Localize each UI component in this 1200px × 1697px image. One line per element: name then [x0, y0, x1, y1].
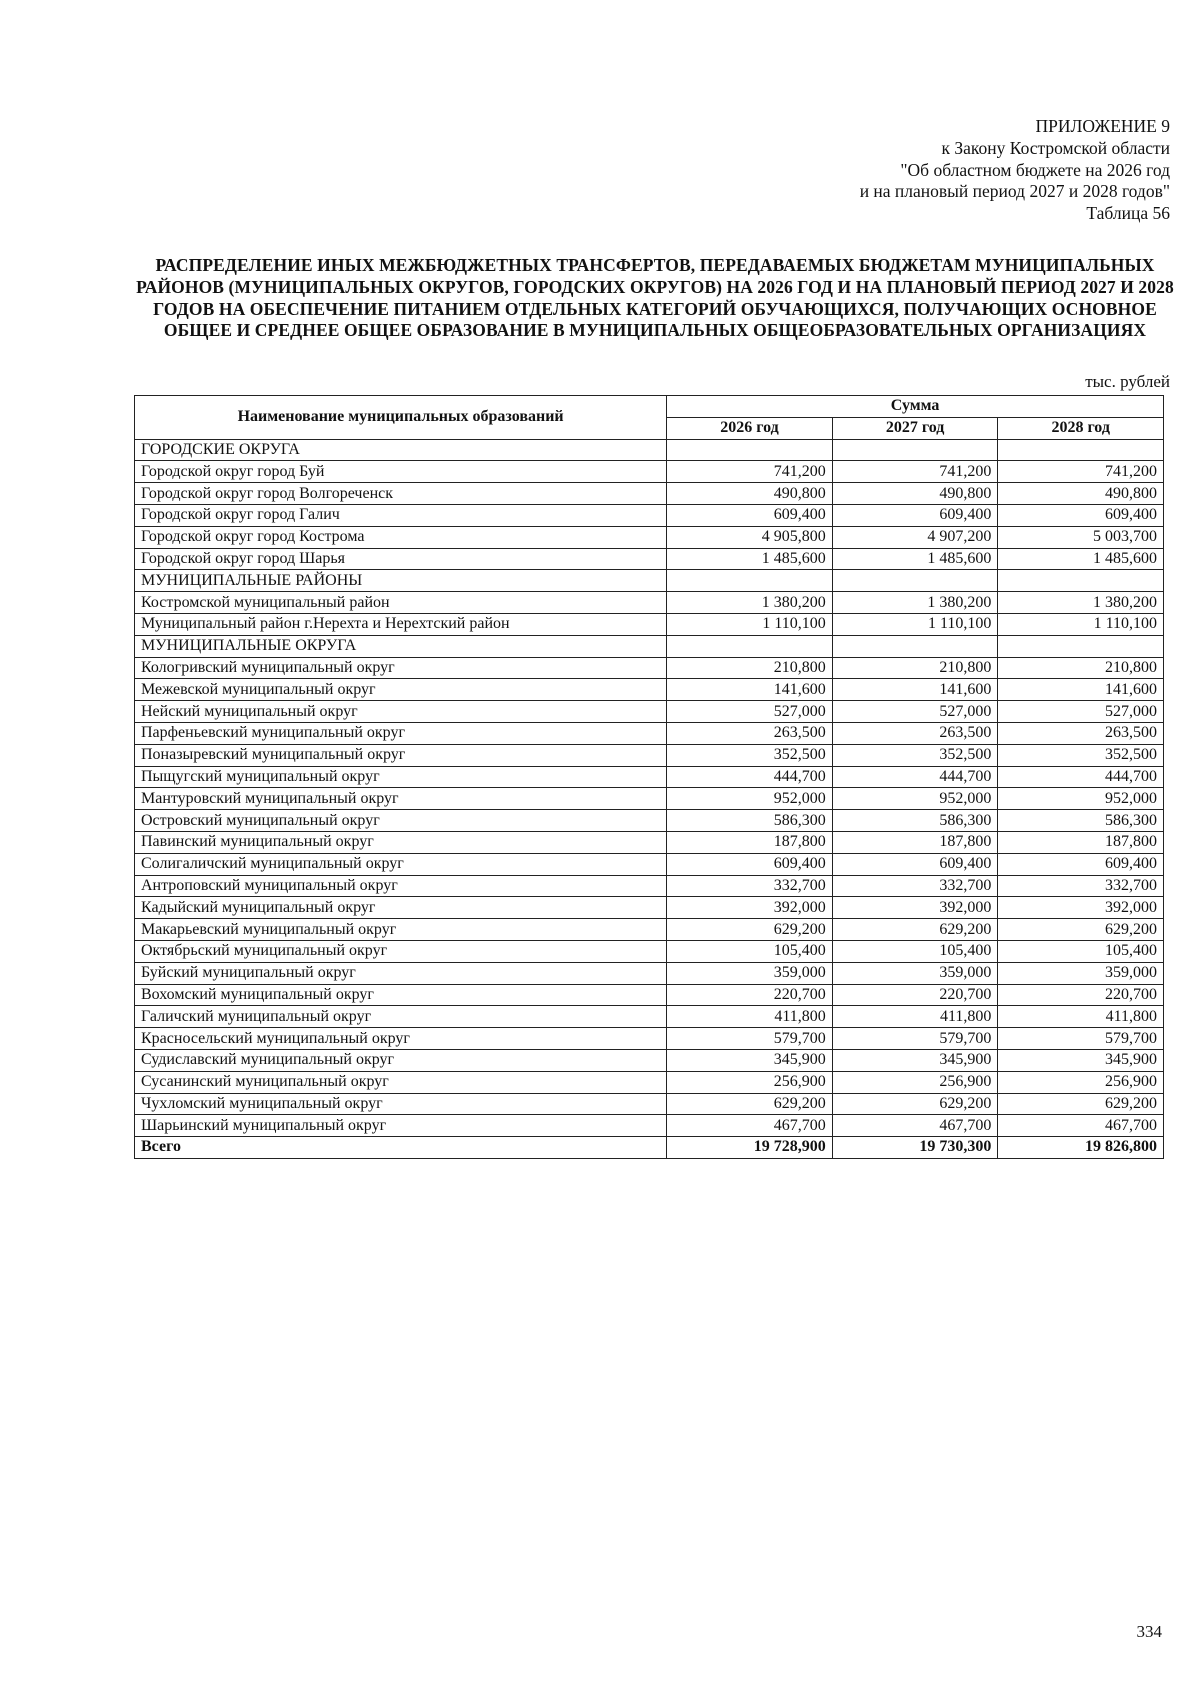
table-row: [135, 592, 1164, 614]
amount-cell-2026: 220,700: [667, 984, 833, 1006]
column-header-sum: Сумма: [667, 396, 1164, 418]
amount-cell-2028: 392,000: [998, 897, 1164, 919]
municipality-name: Городской округ город Шарья: [135, 548, 667, 570]
amount-cell-2026: 392,000: [667, 897, 833, 919]
municipality-name: Городской округ город Галич: [135, 504, 667, 526]
amount-cell-2026: 444,700: [667, 766, 833, 788]
amount-cell-2026: 1 380,200: [667, 592, 833, 614]
amount-cell-2026: 210,800: [667, 657, 833, 679]
amount-cell-2027: 586,300: [832, 810, 998, 832]
document-header: [670, 116, 1170, 225]
amount-cell-2028: 210,800: [998, 657, 1164, 679]
amount-cell-2027: 187,800: [832, 831, 998, 853]
amount-cell-2027: 609,400: [832, 504, 998, 526]
units-label: тыс. рублей: [1085, 372, 1170, 391]
section-name: МУНИЦИПАЛЬНЫЕ РАЙОНЫ: [135, 570, 667, 592]
table-row: [135, 483, 1164, 505]
amount-cell-2028: 411,800: [998, 1006, 1164, 1028]
amount-cell-2027: 490,800: [832, 483, 998, 505]
amount-cell-2027: 105,400: [832, 940, 998, 962]
amount-cell-2026: 345,900: [667, 1049, 833, 1071]
table-row: [135, 766, 1164, 788]
table-row: [135, 940, 1164, 962]
amount-cell-2028: 220,700: [998, 984, 1164, 1006]
amount-cell-2027: 210,800: [832, 657, 998, 679]
municipality-name: Солигаличский муниципальный округ: [135, 853, 667, 875]
amount-cell-2027: 1 110,100: [832, 613, 998, 635]
amount-cell-2027: 352,500: [832, 744, 998, 766]
municipality-name: Городской округ город Буй: [135, 461, 667, 483]
municipality-name: Буйский муниципальный округ: [135, 962, 667, 984]
municipality-name: Островский муниципальный округ: [135, 810, 667, 832]
municipality-name: Галичский муниципальный округ: [135, 1006, 667, 1028]
municipality-name: Городской округ город Волгореченск: [135, 483, 667, 505]
appendix-label: ПРИЛОЖЕНИЕ 9: [1035, 116, 1170, 136]
amount-cell-2027: 332,700: [832, 875, 998, 897]
municipality-name: Нейский муниципальный округ: [135, 701, 667, 723]
amount-cell-2027: [832, 635, 998, 657]
amount-cell-2028: [998, 570, 1164, 592]
table-row: [135, 504, 1164, 526]
amount-cell-2026: 359,000: [667, 962, 833, 984]
amount-cell-2027: 256,900: [832, 1071, 998, 1093]
amount-cell-2026: [667, 635, 833, 657]
municipality-name: Чухломский муниципальный округ: [135, 1093, 667, 1115]
column-header-name: Наименование муниципальных образований: [135, 396, 667, 440]
municipality-name: Кадыйский муниципальный округ: [135, 897, 667, 919]
amount-cell-2027: 629,200: [832, 919, 998, 941]
municipality-name: Макарьевский муниципальный округ: [135, 919, 667, 941]
table-row: [135, 1071, 1164, 1093]
amount-cell-2027: 579,700: [832, 1028, 998, 1050]
amount-cell-2028: 105,400: [998, 940, 1164, 962]
section-row: [135, 635, 1164, 657]
table-number: Таблица 56: [1086, 203, 1170, 224]
transfers-table: [134, 395, 1164, 1159]
municipality-name: Поназыревский муниципальный округ: [135, 744, 667, 766]
amount-cell-2026: 187,800: [667, 831, 833, 853]
amount-cell-2028: 1 485,600: [998, 548, 1164, 570]
municipality-name: Антроповский муниципальный округ: [135, 875, 667, 897]
table-row: [135, 962, 1164, 984]
amount-cell-2026: 411,800: [667, 1006, 833, 1028]
section-row: [135, 439, 1164, 461]
amount-cell-2027: 263,500: [832, 722, 998, 744]
amount-cell-2026: 1 485,600: [667, 548, 833, 570]
table-row: [135, 679, 1164, 701]
amount-cell-2027: 527,000: [832, 701, 998, 723]
amount-cell-2026: 141,600: [667, 679, 833, 701]
table-row: [135, 613, 1164, 635]
table-row: [135, 1028, 1164, 1050]
amount-cell-2026: 629,200: [667, 919, 833, 941]
amount-cell-2027: 629,200: [832, 1093, 998, 1115]
table-row: [135, 1006, 1164, 1028]
municipality-name: Шарьинский муниципальный округ: [135, 1115, 667, 1137]
amount-cell-2026: 352,500: [667, 744, 833, 766]
amount-cell-2028: 444,700: [998, 766, 1164, 788]
amount-cell-2026: 586,300: [667, 810, 833, 832]
amount-cell-2028: 256,900: [998, 1071, 1164, 1093]
table-row: [135, 984, 1164, 1006]
table-row: [135, 875, 1164, 897]
table-row: [135, 461, 1164, 483]
municipality-name: Павинский муниципальный округ: [135, 831, 667, 853]
amount-cell-2026: [667, 570, 833, 592]
budget-reference: "Об областном бюджете на 2026 год: [900, 159, 1170, 180]
section-row: [135, 570, 1164, 592]
amount-cell-2027: [832, 439, 998, 461]
column-header-2026: 2026 год: [667, 417, 833, 439]
amount-cell-2028: 586,300: [998, 810, 1164, 832]
amount-cell-2027: 444,700: [832, 766, 998, 788]
section-name: ГОРОДСКИЕ ОКРУГА: [135, 439, 667, 461]
table-row: [135, 1115, 1164, 1137]
municipality-name: Пыщугский муниципальный округ: [135, 766, 667, 788]
municipality-name: Вохомский муниципальный округ: [135, 984, 667, 1006]
table-row: [135, 831, 1164, 853]
table-row: [135, 788, 1164, 810]
amount-cell-2026: 579,700: [667, 1028, 833, 1050]
amount-cell-2026: 952,000: [667, 788, 833, 810]
table-row: [135, 897, 1164, 919]
amount-cell-2028: [998, 439, 1164, 461]
column-header-2027: 2027 год: [832, 417, 998, 439]
table-body: [135, 439, 1164, 1158]
table-row: [135, 853, 1164, 875]
column-header-2028: 2028 год: [998, 417, 1164, 439]
amount-cell-2026: 741,200: [667, 461, 833, 483]
total-amount-2026: 19 728,900: [667, 1137, 833, 1159]
amount-cell-2027: 4 907,200: [832, 526, 998, 548]
table-row: [135, 722, 1164, 744]
amount-cell-2026: 609,400: [667, 504, 833, 526]
municipality-name: Муниципальный район г.Нерехта и Нерехтский район: [135, 613, 667, 635]
amount-cell-2026: 467,700: [667, 1115, 833, 1137]
amount-cell-2027: 1 485,600: [832, 548, 998, 570]
amount-cell-2027: 609,400: [832, 853, 998, 875]
amount-cell-2026: 263,500: [667, 722, 833, 744]
amount-cell-2028: 1 110,100: [998, 613, 1164, 635]
table-row: [135, 526, 1164, 548]
document-title: РАСПРЕДЕЛЕНИЕ ИНЫХ МЕЖБЮДЖЕТНЫХ ТРАНСФЕРТОВ, ПЕРЕДАВАЕМЫХ БЮДЖЕТАМ МУНИЦИПАЛЬНЫХ РАЙОНОВ (МУНИЦИПАЛЬНЫХ ОКРУГОВ, ГОРОДСКИХ ОКРУГОВ) НА 2026 ГОД И НА ПЛАНОВЫЙ ПЕРИОД 2027 И 2028 ГОДОВ НА ОБЕСПЕЧЕНИЕ ПИТАНИЕМ ОТДЕЛЬНЫХ КАТЕГОРИЙ ОБУЧАЮЩИХСЯ, ПОЛУЧАЮЩИХ ОСНОВНОЕ ОБЩЕЕ И СРЕДНЕЕ ОБЩЕЕ ОБРАЗОВАНИЕ В МУНИЦИПАЛЬНЫХ ОБЩЕОБРАЗОВАТЕЛЬНЫХ ОРГАНИЗАЦИЯХ: [136, 255, 1174, 341]
total-amount-2028: 19 826,800: [998, 1137, 1164, 1159]
amount-cell-2026: 256,900: [667, 1071, 833, 1093]
amount-cell-2027: 411,800: [832, 1006, 998, 1028]
municipality-name: Мантуровский муниципальный округ: [135, 788, 667, 810]
amount-cell-2026: 527,000: [667, 701, 833, 723]
amount-cell-2028: 609,400: [998, 853, 1164, 875]
amount-cell-2026: 105,400: [667, 940, 833, 962]
amount-cell-2026: 609,400: [667, 853, 833, 875]
amount-cell-2026: 4 905,800: [667, 526, 833, 548]
amount-cell-2028: 467,700: [998, 1115, 1164, 1137]
municipality-name: Межевской муниципальный округ: [135, 679, 667, 701]
total-amount-2027: 19 730,300: [832, 1137, 998, 1159]
amount-cell-2028: 629,200: [998, 919, 1164, 941]
municipality-name: Городской округ город Кострома: [135, 526, 667, 548]
amount-cell-2028: 741,200: [998, 461, 1164, 483]
table-row: [135, 1049, 1164, 1071]
municipality-name: Красносельский муниципальный округ: [135, 1028, 667, 1050]
amount-cell-2028: 187,800: [998, 831, 1164, 853]
amount-cell-2028: 141,600: [998, 679, 1164, 701]
amount-cell-2028: 527,000: [998, 701, 1164, 723]
amount-cell-2028: 263,500: [998, 722, 1164, 744]
municipality-name: Сусанинский муниципальный округ: [135, 1071, 667, 1093]
table-row: [135, 701, 1164, 723]
table-row: [135, 810, 1164, 832]
amount-cell-2028: [998, 635, 1164, 657]
amount-cell-2028: 5 003,700: [998, 526, 1164, 548]
municipality-name: Октябрьский муниципальный округ: [135, 940, 667, 962]
amount-cell-2027: 952,000: [832, 788, 998, 810]
period-reference: и на плановый период 2027 и 2028 годов": [859, 181, 1170, 202]
amount-cell-2028: 359,000: [998, 962, 1164, 984]
amount-cell-2028: 352,500: [998, 744, 1164, 766]
amount-cell-2028: 332,700: [998, 875, 1164, 897]
amount-cell-2027: 467,700: [832, 1115, 998, 1137]
table-row: [135, 1093, 1164, 1115]
amount-cell-2028: 1 380,200: [998, 592, 1164, 614]
amount-cell-2028: 579,700: [998, 1028, 1164, 1050]
table-row: [135, 744, 1164, 766]
amount-cell-2028: 609,400: [998, 504, 1164, 526]
table-row: [135, 657, 1164, 679]
municipality-name: Костромской муниципальный район: [135, 592, 667, 614]
amount-cell-2028: 952,000: [998, 788, 1164, 810]
amount-cell-2027: 392,000: [832, 897, 998, 919]
municipality-name: Судиславский муниципальный округ: [135, 1049, 667, 1071]
total-label: Всего: [135, 1137, 667, 1159]
amount-cell-2027: 220,700: [832, 984, 998, 1006]
amount-cell-2026: 1 110,100: [667, 613, 833, 635]
amount-cell-2028: 490,800: [998, 483, 1164, 505]
amount-cell-2027: [832, 570, 998, 592]
amount-cell-2026: [667, 439, 833, 461]
municipality-name: Парфеньевский муниципальный округ: [135, 722, 667, 744]
page-number: 334: [1136, 1622, 1162, 1641]
total-row: [135, 1137, 1164, 1159]
amount-cell-2027: 741,200: [832, 461, 998, 483]
section-name: МУНИЦИПАЛЬНЫЕ ОКРУГА: [135, 635, 667, 657]
law-reference: к Закону Костромской области: [941, 137, 1170, 158]
municipality-name: Кологривский муниципальный округ: [135, 657, 667, 679]
amount-cell-2028: 345,900: [998, 1049, 1164, 1071]
amount-cell-2026: 332,700: [667, 875, 833, 897]
table-row: [135, 919, 1164, 941]
amount-cell-2027: 345,900: [832, 1049, 998, 1071]
amount-cell-2026: 629,200: [667, 1093, 833, 1115]
amount-cell-2027: 141,600: [832, 679, 998, 701]
amount-cell-2026: 490,800: [667, 483, 833, 505]
table-row: [135, 548, 1164, 570]
amount-cell-2027: 359,000: [832, 962, 998, 984]
amount-cell-2027: 1 380,200: [832, 592, 998, 614]
amount-cell-2028: 629,200: [998, 1093, 1164, 1115]
